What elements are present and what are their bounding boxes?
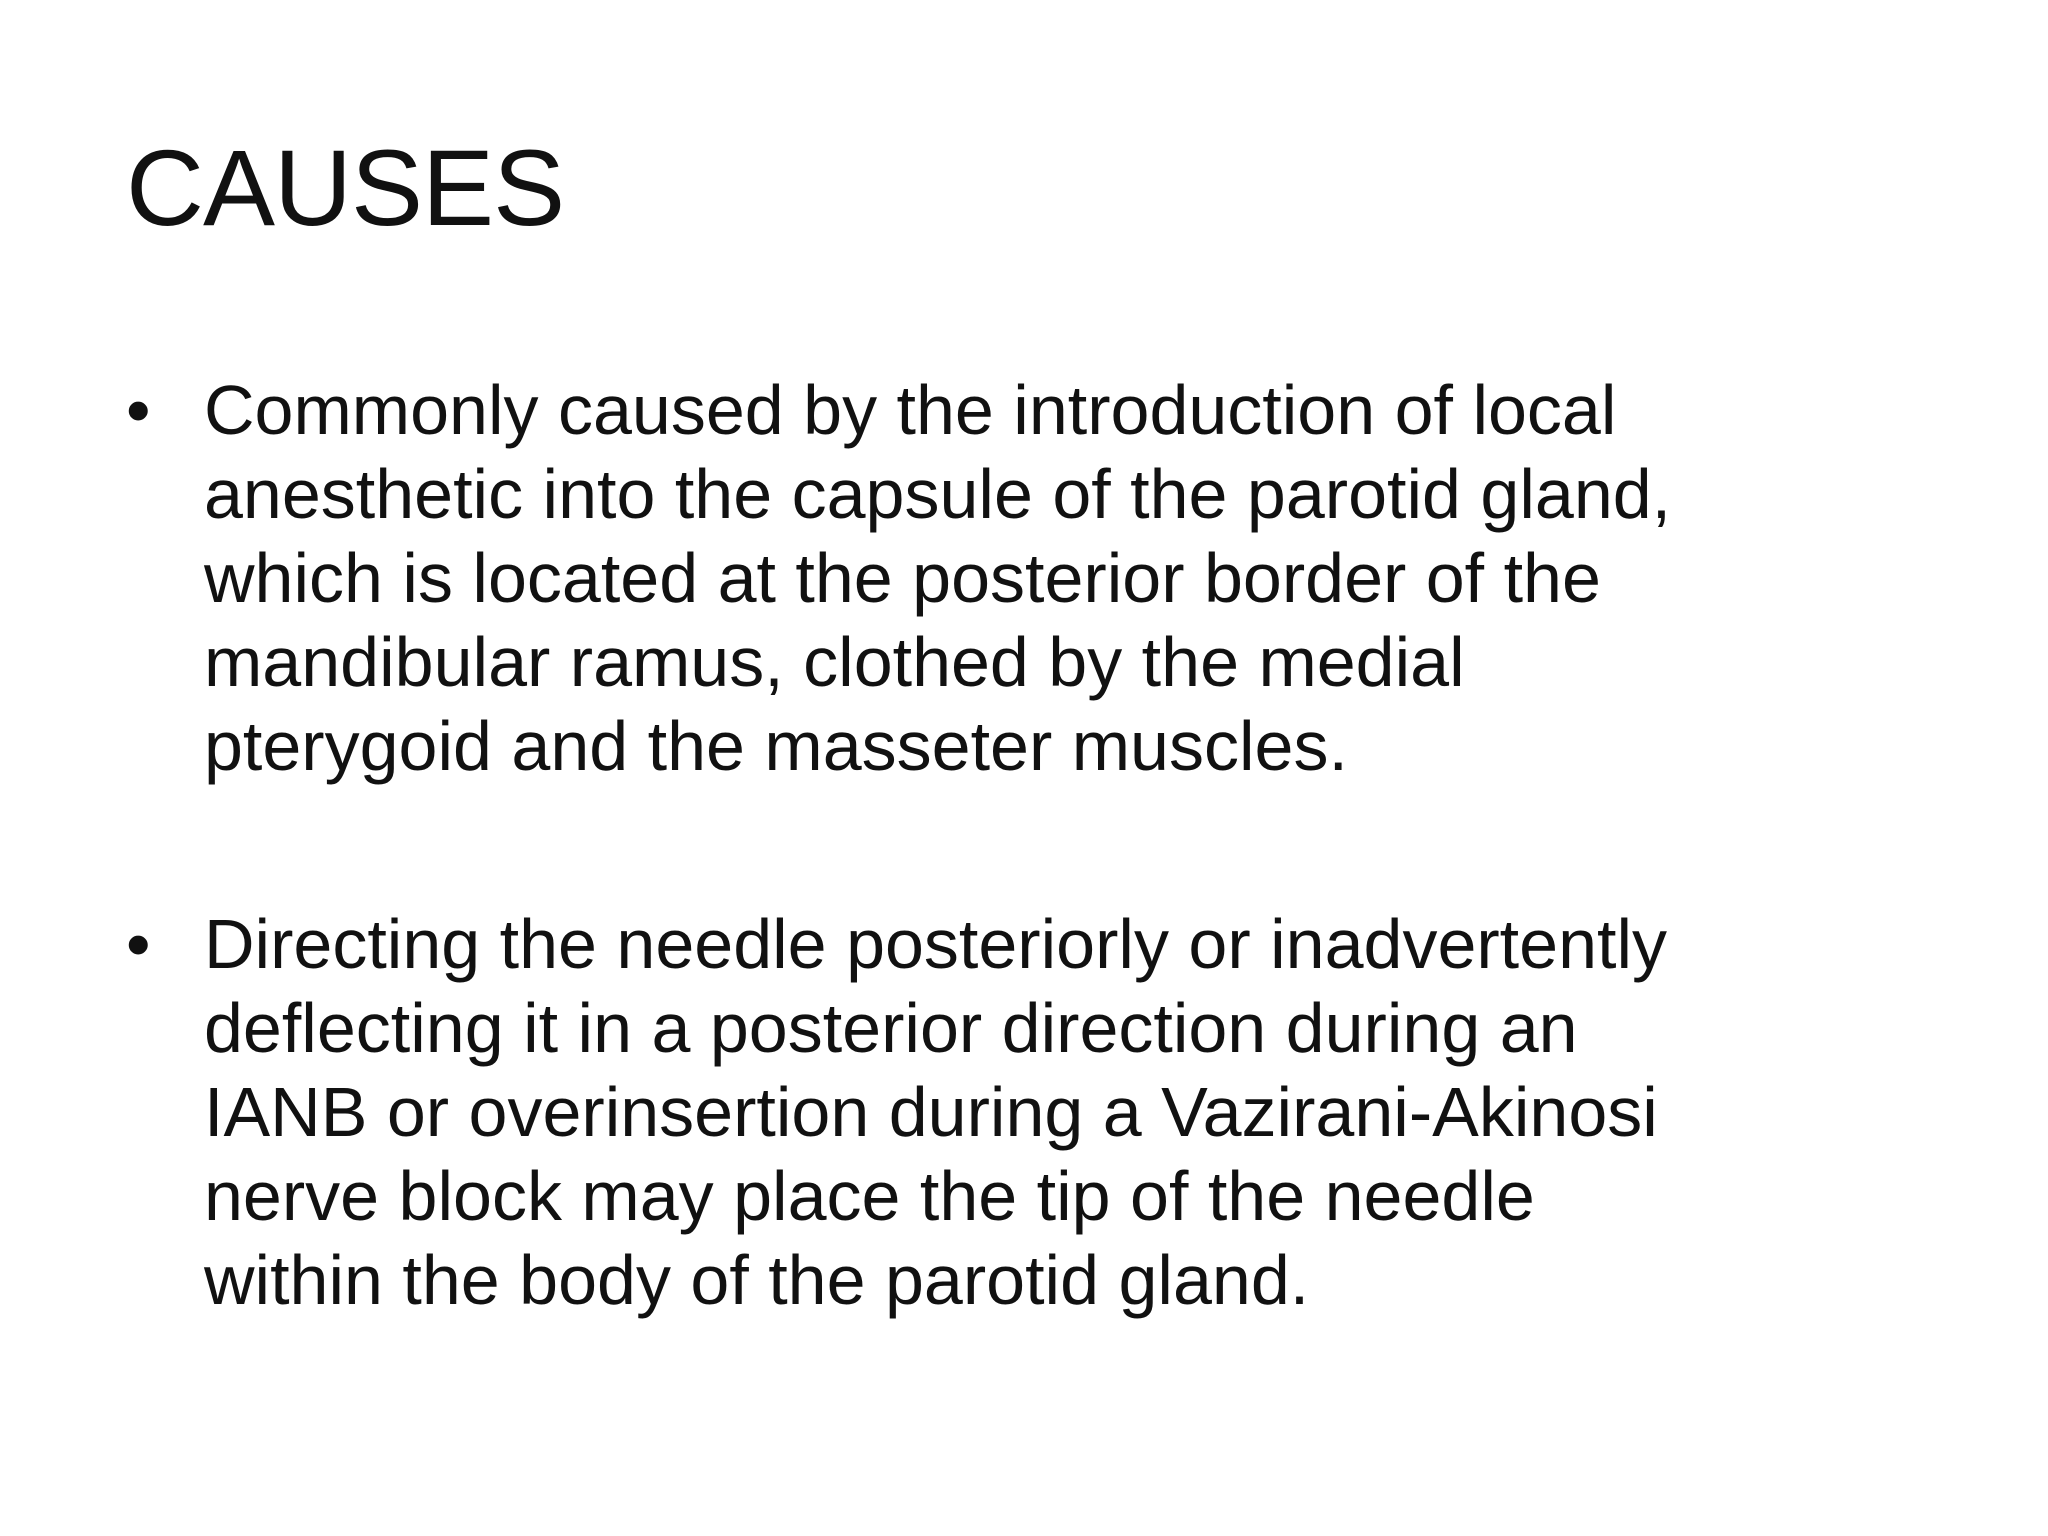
bullet-list (126, 368, 1926, 1436)
bullet-line: IANB or overinsertion during a Vazirani-Akinosi (204, 1073, 1658, 1151)
bullet-line: within the body of the parotid gland. (204, 1241, 1310, 1319)
bullet-line: deflecting it in a posterior direction during an (204, 989, 1578, 1067)
bullet-text (204, 902, 1926, 1322)
slide-title: CAUSES (126, 127, 565, 248)
bullet-item-directing-needle (126, 902, 1926, 1322)
bullet-line: mandibular ramus, clothed by the medial (204, 623, 1465, 701)
bullet-marker: • (126, 905, 151, 983)
bullet-line: pterygoid and the masseter muscles. (204, 707, 1348, 785)
bullet-line: nerve block may place the tip of the needle (204, 1157, 1535, 1235)
bullet-line: anesthetic into the capsule of the parotid gland, (204, 455, 1672, 533)
bullet-line: Directing the needle posteriorly or inadvertently (204, 905, 1667, 983)
bullet-text (204, 368, 1926, 788)
bullet-line: Commonly caused by the introduction of local (204, 371, 1617, 449)
bullet-line: which is located at the posterior border of the (204, 539, 1601, 617)
bullet-item-commonly-caused (126, 368, 1926, 788)
bullet-marker: • (126, 371, 151, 449)
